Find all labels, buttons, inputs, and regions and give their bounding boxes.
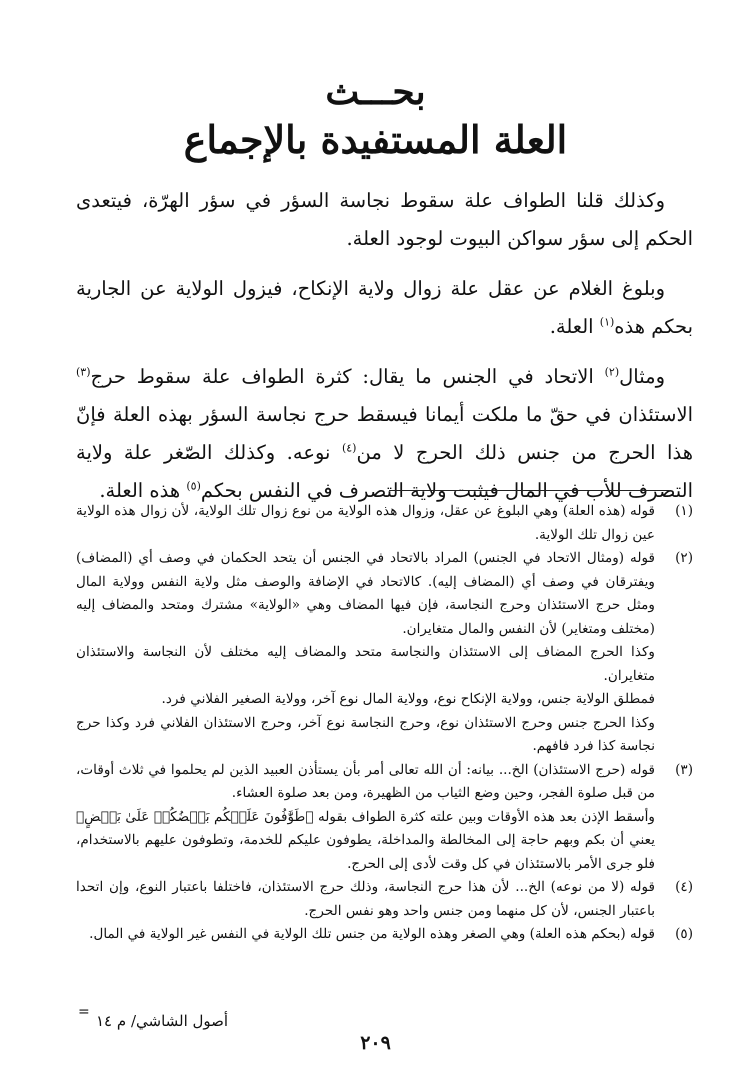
footnote-line: وأسقط الإذن بعد هذه الأوقات وبين علته كثرة الطواف بقوله ﴿طَوَّٰفُونَ عَلَيۡكُم بَعۡضُكُمۡ عَلَىٰ بَعۡضٍ﴾ يعني أن بكم وبهم حاجة إلى المخالطة والمداخلة، يطوفون عليكم للخدمة، وتطوفون عليهم بالاستخدام، فلو جرى الأمر بالاستئذان في كل وقت لأدى إلى الحرج. xyxy=(76,808,655,872)
main-text xyxy=(76,182,693,522)
section-label: بحـــث xyxy=(325,71,426,113)
paragraph-2 xyxy=(76,270,693,346)
footnotes xyxy=(76,500,693,947)
paragraph-2-text-b: العلة. xyxy=(549,315,600,338)
footnote-line: قوله (لا من نوعه) الخ... لأن هذا حرج النجاسة، وذلك حرج الاستئذان، فاختلفا باعتبار النوع، وإن اتحدا باعتبار الجنس، لأن كل منهما ومن جنس واحد وهو نفس الحرج. xyxy=(76,879,655,919)
footnote-marker-5[interactable]: (٥) xyxy=(186,479,201,493)
paragraph-3 xyxy=(76,358,693,510)
footnote-line: وكذا الحرج المضاف إلى الاستئذان والنجاسة متحد والمضاف إليه مختلف لأن النجاسة والاستئذان متغايران. xyxy=(76,644,655,684)
footnote-4 xyxy=(76,876,693,923)
footnote-number: (٣) xyxy=(675,761,693,778)
page-title: العلة المستفيدة بالإجماع xyxy=(183,117,568,162)
footnote-marker-2[interactable]: (٢) xyxy=(604,365,620,379)
paragraph-3-text-d: نوعه. وكذلك الصّغر علة ولاية التصرف للأب في المال فيثبت ولاية التصرف في النفس بحكم xyxy=(76,441,693,502)
footnote-body xyxy=(76,923,655,947)
footnote-line: وكذا الحرج جنس وحرج الاستئذان نوع، وحرج النجاسة نوع آخر، وحرج الاستئذان الفلاني فرد وكذا حرج نجاسة كذا فرد فافهم. xyxy=(76,714,655,754)
footnote-line: قوله (ومثال الاتحاد في الجنس) المراد بالاتحاد في الجنس أن يتحد الحكمان في وصف أي (المضاف) ويفترقان في وصف أي (المضاف إليه). كالاتحاد في الإضافة والوصف مثل ولاية النفس وولاية المال ومثل حرج الاستئذان وحرج النجاسة، فإن فيها المضاف وهي «الولاية» مشترك ومتحد والمضاف إليه (مختلف ومتغاير) لأن النفس والمال متغايران. xyxy=(76,550,655,637)
footnote-number: (٢) xyxy=(675,550,693,566)
footnote-line: قوله (هذه العلة) وهي البلوغ عن عقل، وزوال هذه الولاية من نوع زوال تلك الولاية، لأن زوال هذه الولاية عين زوال تلك الولاية. xyxy=(76,503,655,543)
footnote-marker-1[interactable]: (١) xyxy=(599,315,615,329)
footnote-number: (٥) xyxy=(675,926,693,942)
paragraph-3-text-e: هذه العلة. xyxy=(99,479,187,502)
footnote-body xyxy=(76,876,655,923)
paragraph-1: وكذلك قلنا الطواف علة سقوط نجاسة السؤر في سؤر الهرّة، فيتعدى الحكم إلى سؤر سواكن البيوت لوجود العلة. xyxy=(76,189,693,250)
footnote-body xyxy=(76,759,655,877)
continuation-mark: = xyxy=(78,1004,90,1020)
footnote-line: قوله (بحكم هذه العلة) وهي الصغر وهذه الولاية من جنس تلك الولاية في النفس غير الولاية في المال. xyxy=(89,926,655,942)
footnote-3 xyxy=(76,759,693,877)
footnote-marker-4[interactable]: (٤) xyxy=(341,441,357,455)
footnote-divider xyxy=(389,490,669,491)
footnote-line: فمطلق الولاية جنس، وولاية الإنكاح نوع، وولاية المال نوع آخر، وولاية الصغير الفلاني فرد. xyxy=(161,691,655,707)
footnote-number: (٤) xyxy=(675,879,693,895)
book-reference: أصول الشاشي/ م ١٤ xyxy=(96,1012,229,1030)
footnote-body xyxy=(76,547,655,759)
footnote-2 xyxy=(76,547,693,759)
footnote-number: (١) xyxy=(675,503,693,519)
footnote-marker-3[interactable]: (٣) xyxy=(76,365,91,379)
footnote-line: قوله (حرج الاستئذان) الخ... بيانه: أن الله تعالى أمر بأن يستأذن العبيد الذين لم يحلموا في ثلاث أوقات، من قبل صلوة الفجر، وحين وضع الثياب من الظهيرة، ومن بعد صلوة العشاء. xyxy=(76,761,655,801)
paragraph-3-text-a: ومثال xyxy=(619,365,665,388)
footnote-5 xyxy=(76,923,693,947)
paragraph-3-text-c: الاستئذان في حقّ ما ملكت أيمانا فيسقط حرج نجاسة السؤر بهذه العلة فإنّ هذا الحرج من جنس ذلك الحرج لا من xyxy=(76,403,693,464)
paragraph-2-text-a: وبلوغ الغلام عن عقل علة زوال ولاية الإنكاح، فيزول الولاية عن الجارية بحكم هذه xyxy=(76,277,693,338)
footnote-body xyxy=(76,500,655,547)
page-number: ٢٠٩ xyxy=(360,1032,391,1054)
paragraph-3-text-b: الاتحاد في الجنس ما يقال: كثرة الطواف علة سقوط حرج xyxy=(90,365,605,388)
footnote-1 xyxy=(76,500,693,547)
